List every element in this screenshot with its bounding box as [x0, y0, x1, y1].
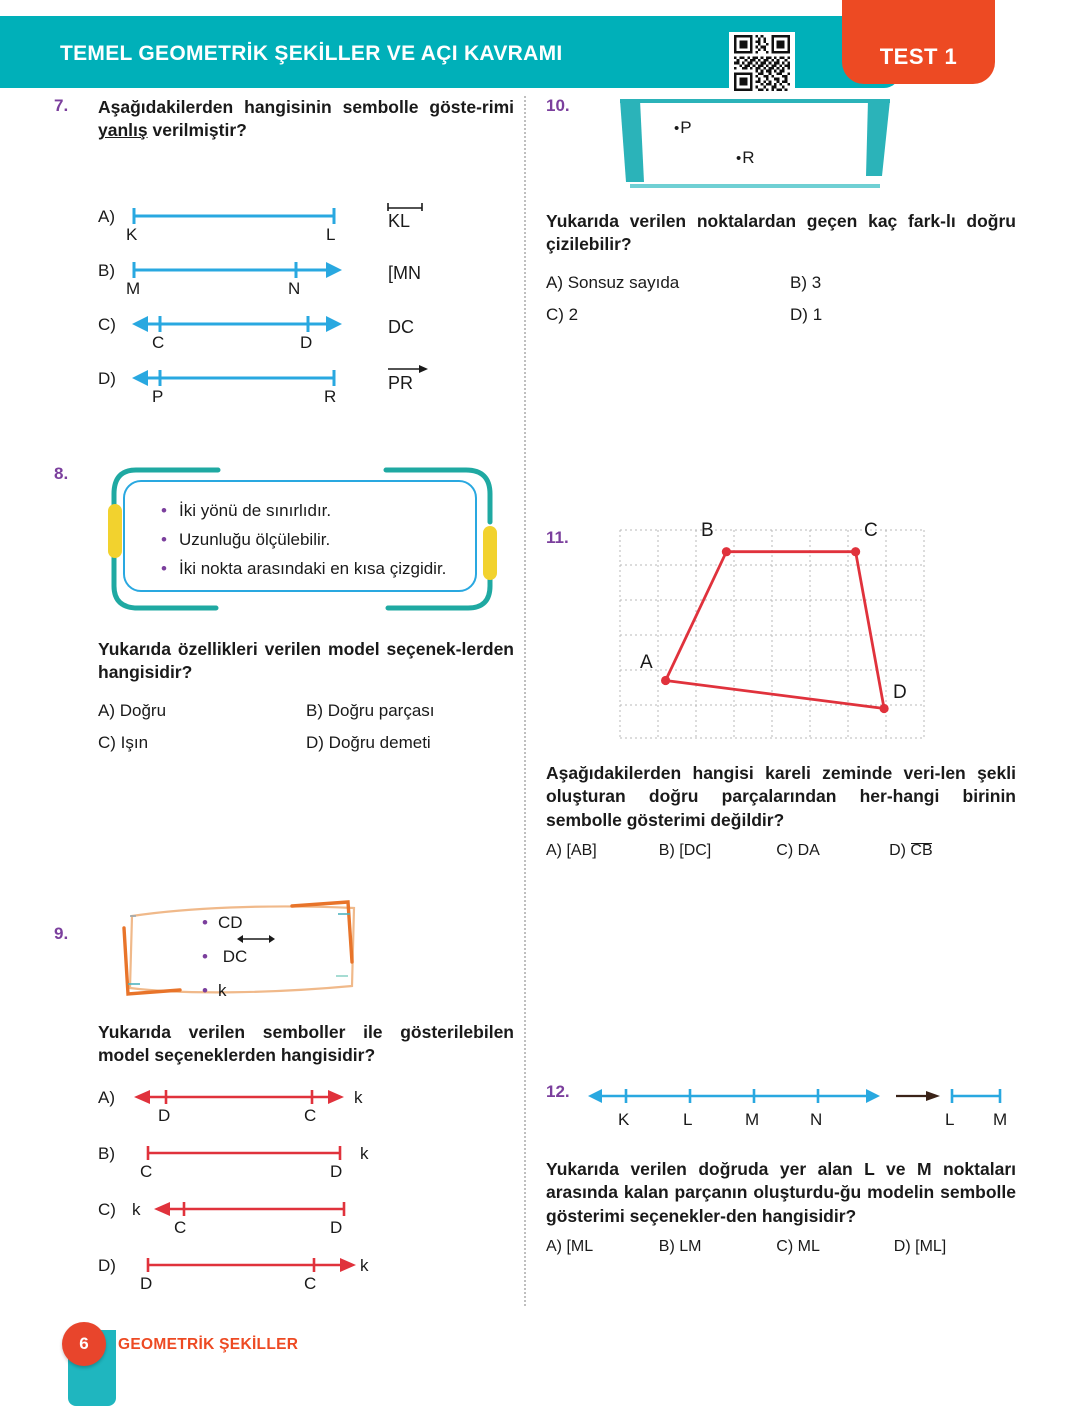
yellow-accent-right [483, 526, 497, 580]
question-7-stem-emphasis: yanlış [98, 120, 148, 141]
question-9 [54, 898, 514, 1293]
ray-diagram-cd [152, 1198, 352, 1220]
question-10-options [546, 267, 1016, 332]
point-label-l: L [326, 224, 336, 244]
segment-label-l: L [945, 1110, 955, 1129]
segment-diagram-kl [130, 205, 342, 227]
question-7 [54, 96, 514, 406]
question-12-option-b[interactable]: B) LM [658, 1237, 702, 1255]
question-10-option-b[interactable]: B) 3 [790, 272, 822, 292]
point-label-r: R [324, 386, 337, 406]
point-label-m: M [126, 278, 141, 298]
option-c-label: C) [98, 1199, 116, 1219]
qr-code-icon [729, 32, 795, 94]
question-8-stem: Yukarıda özellikleri verilen model seçenek-lerden hangisidir? [98, 639, 514, 683]
symbol-mn: [MN [388, 262, 421, 283]
question-12-options [546, 1238, 1016, 1256]
question-8-option-d[interactable]: D) Doğru demeti [306, 732, 431, 752]
page-number: 6 [79, 1334, 89, 1353]
model-bullet: • İki nokta arasındaki en kısa çizgidir. [179, 554, 446, 583]
symbol-item-dc: • DC [202, 940, 247, 974]
point-label-d: D [140, 1273, 153, 1293]
chapter-label: GEOMETRİK ŞEKİLLER [118, 1336, 299, 1353]
segment-label-m: M [993, 1110, 1008, 1129]
question-10-figure [618, 96, 914, 192]
point-label-c: C [304, 1105, 317, 1125]
point-label-d: D [330, 1161, 343, 1181]
question-11-option-a[interactable]: A) [AB] [546, 841, 597, 859]
option-b-label: B) [98, 260, 115, 280]
number-line-diagram [584, 1082, 1004, 1112]
question-12-figure [584, 1082, 1016, 1140]
model-bullet: • İki yönü de sınırlıdır. [179, 496, 446, 525]
question-11-option-d[interactable]: D) CB [889, 841, 933, 859]
question-10-option-c[interactable]: C) 2 [546, 304, 579, 324]
ray-diagram-dc [144, 1254, 360, 1276]
question-8-number: 8. [54, 464, 69, 483]
symbol-item-k: • k [202, 974, 247, 1008]
point-p: • P [674, 118, 692, 138]
ray-diagram-mn [130, 259, 346, 281]
ray-diagram-pr [130, 367, 346, 389]
question-10 [546, 96, 1016, 346]
line-name-k: k [360, 1255, 369, 1275]
question-10-stem: Yukarıda verilen noktalardan geçen kaç fark-lı doğru çizilebilir? [546, 211, 1016, 255]
question-8-option-c[interactable]: C) Işın [98, 732, 149, 752]
question-12-option-a[interactable]: A) [ML [546, 1237, 594, 1255]
teal-plane-frame [618, 96, 914, 192]
point-label-d: D [158, 1105, 171, 1125]
point-label-n: N [810, 1110, 823, 1129]
question-10-number: 10. [546, 96, 570, 115]
segment-notation-icon [386, 202, 426, 212]
line-name-k: k [132, 1199, 141, 1219]
question-11-option-c[interactable]: C) DA [776, 841, 820, 859]
question-10-option-d[interactable]: D) 1 [790, 304, 823, 324]
question-12-option-d[interactable]: D) [ML] [893, 1237, 947, 1255]
question-7-stem: Aşağıdakilerden hangisinin sembolle göste-rimi yanlış verilmiştir? [98, 97, 514, 141]
question-12-option-c[interactable]: C) ML [776, 1237, 820, 1255]
model-inner-box [123, 480, 477, 592]
vertex-label-c: C [864, 520, 878, 541]
page-title: TEMEL GEOMETRİK ŞEKİLLER VE AÇI KAVRAMI [60, 42, 563, 65]
point-label-d: D [330, 1217, 343, 1237]
question-11-number: 11. [546, 528, 569, 547]
point-label-c: C [174, 1217, 187, 1237]
point-label-k: K [126, 224, 138, 244]
question-12 [546, 1082, 1016, 1322]
question-7-number: 7. [54, 96, 69, 115]
right-column [546, 96, 1016, 1322]
question-8 [54, 464, 514, 794]
question-11-stem: Aşağıdakilerden hangisi kareli zeminde veri-len şekli oluşturan doğru parçalarından her-hangi birinin sembolle gösterimi değildir? [546, 763, 1016, 830]
question-10-option-a[interactable]: A) Sonsuz sayıda [546, 272, 680, 292]
point-r: • R [736, 148, 755, 168]
point-label-k: K [618, 1110, 630, 1129]
line-name-k: k [360, 1143, 369, 1163]
question-8-option-a[interactable]: A) Doğru [98, 700, 167, 720]
question-12-number: 12. [546, 1082, 570, 1101]
question-8-options [98, 695, 514, 760]
symbol-pr: PR [388, 373, 413, 394]
point-label-l: L [683, 1110, 693, 1129]
test-badge [842, 0, 995, 84]
symbol-kl: KL [388, 211, 410, 232]
point-label-d: D [300, 332, 313, 352]
point-label-m: M [745, 1110, 760, 1129]
question-11-options [546, 842, 1016, 860]
line-diagram-dc [132, 1086, 348, 1108]
option-b-label: B) [98, 1143, 115, 1163]
question-11-option-b[interactable]: B) [DC] [658, 841, 712, 859]
left-column [54, 96, 514, 1293]
symbol-dc: DC [388, 316, 414, 337]
question-12-stem: Yukarıda verilen doğruda yer alan L ve M noktaları arasında kalan parçanın oluşturdu-ğu modelin sembolle gösterimi seçenekler-den hangisidir? [546, 1159, 1016, 1226]
model-bullet: • Uzunluğu ölçülebilir. [179, 525, 446, 554]
point-label-n: N [288, 278, 301, 298]
test-badge-label: TEST 1 [879, 44, 958, 69]
line-diagram-cd [130, 313, 346, 335]
question-9-stem: Yukarıda verilen semboller ile gösterilebilen model seçeneklerden hangisidir? [98, 1022, 514, 1066]
model-bullet-list [161, 496, 446, 584]
symbol-item-cd: • CD [202, 906, 247, 940]
question-9-symbol-list [202, 906, 247, 1008]
point-label-c: C [304, 1273, 317, 1293]
line-notation-icon [237, 934, 277, 944]
point-label-c: C [152, 332, 165, 352]
page-number-badge [62, 1322, 106, 1366]
question-8-option-b[interactable]: B) Doğru parçası [306, 700, 435, 720]
question-11 [546, 520, 1016, 888]
yellow-accent-left [108, 504, 122, 558]
question-8-model-box [98, 464, 508, 614]
option-c-label: C) [98, 314, 116, 334]
option-a-label: A) [98, 206, 115, 226]
ray-notation-icon [386, 363, 430, 373]
question-9-sketch-frame [116, 898, 366, 1003]
question-9-number: 9. [54, 924, 69, 943]
option-d-label: D) [98, 368, 116, 388]
grid-with-quadrilateral [618, 528, 928, 740]
vertex-label-d: D [893, 682, 907, 703]
line-name-k: k [354, 1087, 363, 1107]
option-a-label: A) [98, 1087, 115, 1107]
segment-diagram-cd [144, 1142, 350, 1164]
vertex-label-a: A [640, 652, 653, 673]
point-label-c: C [140, 1161, 153, 1181]
point-label-p: P [152, 386, 164, 406]
question-11-figure [618, 520, 928, 740]
column-divider [524, 96, 526, 1306]
option-d-label: D) [98, 1255, 116, 1275]
vertex-label-b: B [701, 520, 714, 541]
